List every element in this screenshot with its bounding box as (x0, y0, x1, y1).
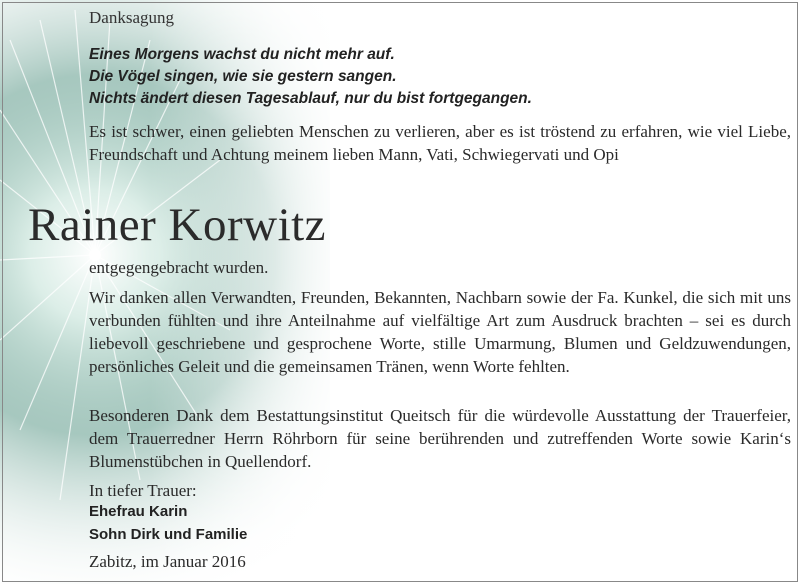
notice-heading: Danksagung (89, 8, 174, 27)
sign-intro: In tiefer Trauer: (89, 481, 197, 500)
thanks-paragraph: Wir danken allen Verwandten, Freunden, Bekannten, Nachbarn sowie der Fa. Kunkel, die sich mit uns verbunden fühlten und ihre Anteilnahme auf vielfältige Art zum Ausdruck brachten – sei es durch liebevoll geschriebene und gesprochene Worte, stille Umarmung, Blumen und Geldzuwendungen, persönliches Geleit und die gemeinsamen Tränen, wenn Worte fehlten. (89, 288, 791, 376)
signer-name: Sohn Dirk und Familie (89, 526, 248, 543)
intro-paragraph: Es ist schwer, einen geliebten Menschen zu verlieren, aber es ist tröstend zu erfahren, wie viel Liebe, Freundschaft und Achtung meinem lieben Mann, Vati, Schwiegervati und Opi (89, 122, 791, 164)
signer-name: Ehefrau Karin (89, 503, 188, 520)
place-date: Zabitz, im Januar 2016 (89, 552, 246, 571)
after-name-text: entgegengebracht wurden. (89, 258, 269, 277)
poem-line: Nichts ändert diesen Tagesablauf, nur du bist fortgegangen. (89, 90, 532, 107)
special-thanks-paragraph: Besonderen Dank dem Bestattungsinstitut Queitsch für die würdevolle Ausstattung der Trauerfeier, dem Trauerredner Herrn Röhrborn für seine berührenden und zutreffenden Worte sowie Karin‘s Blumenstübchen in Quellendorf. (89, 406, 791, 471)
poem-line: Die Vögel singen, wie sie gestern sangen. (89, 68, 397, 85)
poem-line: Eines Morgens wachst du nicht mehr auf. (89, 46, 395, 63)
deceased-name: Rainer Korwitz (28, 199, 327, 251)
poem-quote (89, 44, 789, 110)
